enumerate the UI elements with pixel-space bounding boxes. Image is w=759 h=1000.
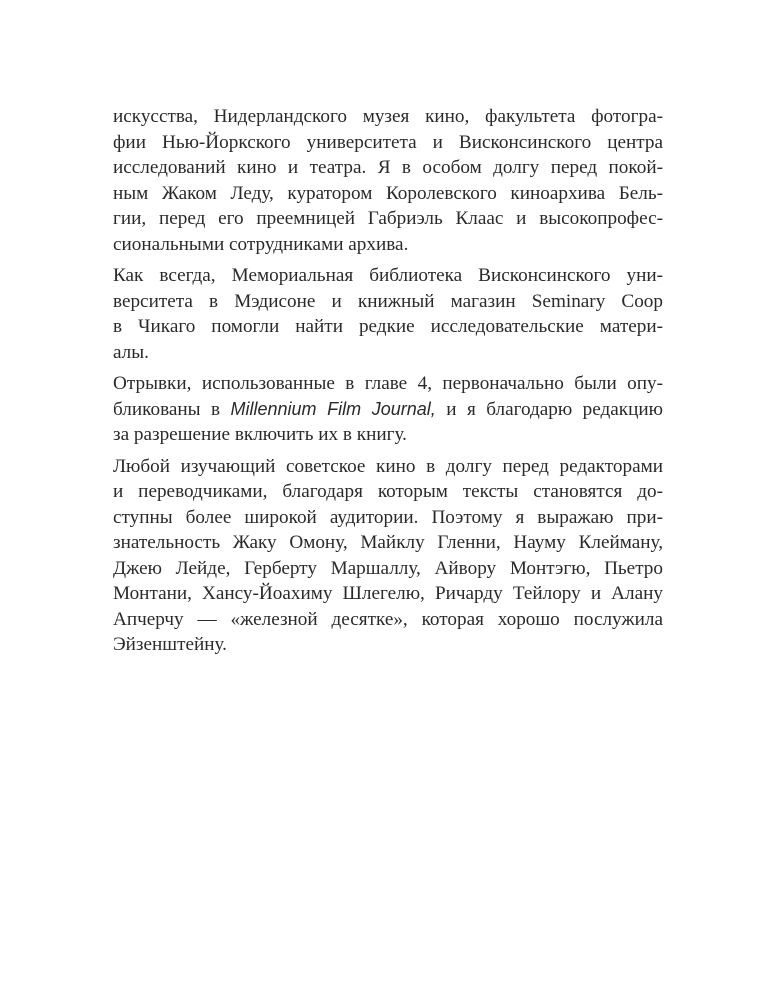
paragraph-library bbox=[113, 263, 663, 365]
text-line: сиональными сотрудниками архива. bbox=[113, 233, 409, 255]
text-segment: бликованы в bbox=[113, 398, 221, 420]
text-line: гии, перед его преемницей Габриэль Клаас и высокопрофес- bbox=[113, 208, 663, 229]
journal-title: Millennium Film Journal, bbox=[230, 398, 436, 419]
text-segment: и я благодарю редакцию bbox=[446, 398, 663, 420]
text-line: Эйзенштейну. bbox=[113, 634, 227, 655]
text-line: ным Жаком Леду, куратором Королевского киноархива Бель- bbox=[113, 182, 663, 204]
text-line: Как всегда, Мемориальная библиотека Висконсинского уни- bbox=[113, 265, 663, 286]
paragraph-acknowledgements-archives bbox=[113, 104, 663, 257]
text-line: Апчерчу — «железной десятке», которая хорошо послужила bbox=[113, 608, 663, 630]
paragraph-translators bbox=[113, 454, 663, 658]
text-line: верситета в Мэдисоне и книжный магазин Seminary Coop bbox=[113, 290, 663, 312]
text-line: в Чикаго помогли найти редкие исследовательские матери- bbox=[113, 316, 663, 337]
text-line bbox=[113, 397, 663, 423]
text-line: ступны более широкой аудитории. Поэтому я выражаю при- bbox=[113, 506, 663, 528]
document-page bbox=[113, 104, 663, 664]
text-line: Джею Лейде, Герберту Маршаллу, Айвору Монтэгю, Пьетро bbox=[113, 557, 663, 579]
paragraph-excerpts bbox=[113, 371, 663, 448]
text-line: алы. bbox=[113, 341, 149, 363]
text-line: Любой изучающий советское кино в долгу перед редакторами bbox=[113, 455, 663, 477]
text-line: Монтани, Хансу-Йоахиму Шлегелю, Ричарду Тейлору и Алану bbox=[113, 583, 663, 604]
text-line: за разрешение включить их в книгу. bbox=[113, 424, 407, 445]
text-line: Отрывки, использованные в главе 4, первоначально были опу- bbox=[113, 373, 663, 394]
text-line: искусства, Нидерландского музея кино, факультета фотогра- bbox=[113, 106, 663, 127]
text-line: фии Нью-Йоркского университета и Висконсинского центра bbox=[113, 131, 663, 153]
text-line: исследований кино и театра. Я в особом долгу перед покой- bbox=[113, 157, 663, 178]
text-line: и переводчиками, благодаря которым тексты становятся до- bbox=[113, 481, 663, 502]
text-line: знательность Жаку Омону, Майклу Гленни, Науму Клейману, bbox=[113, 532, 663, 553]
